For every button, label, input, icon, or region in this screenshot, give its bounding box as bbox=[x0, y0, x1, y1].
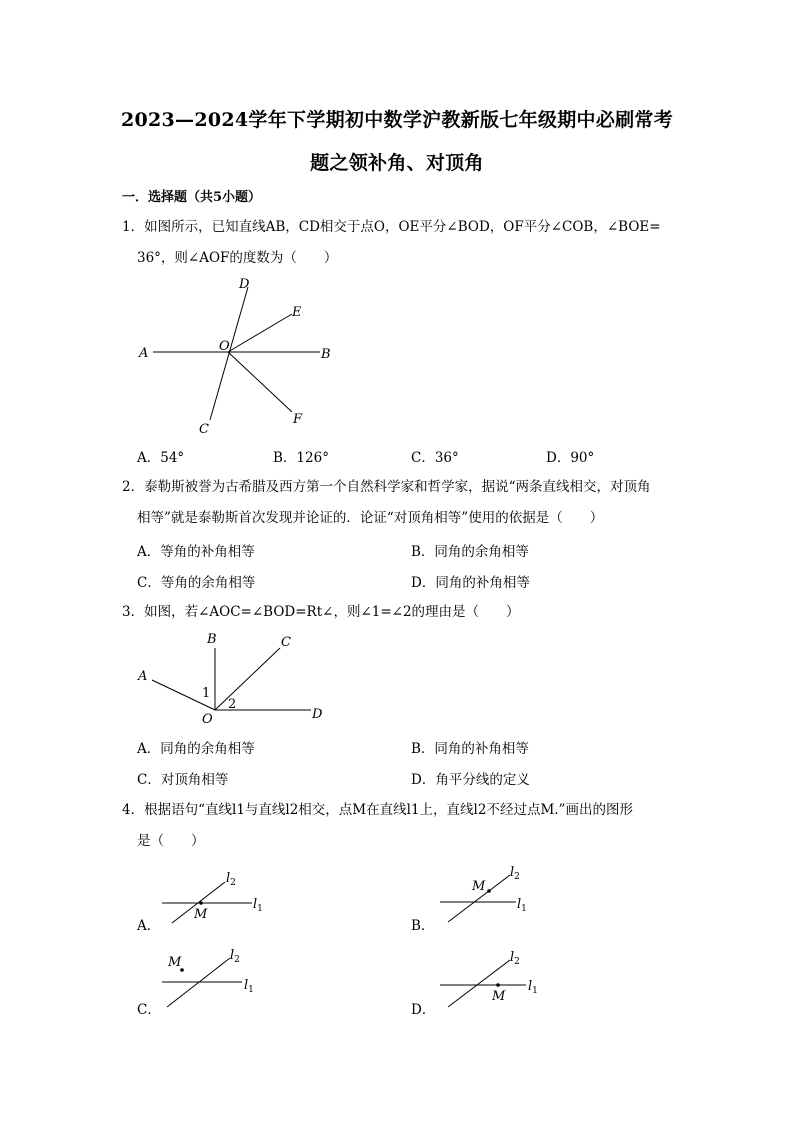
question-4-option-d[interactable]: D． bbox=[411, 1002, 436, 1018]
question-4-line2: 是（ ） bbox=[137, 833, 205, 849]
question-2-option-b[interactable]: B．同角的余角相等 bbox=[411, 544, 529, 560]
ray-of bbox=[228, 352, 292, 412]
label-b: B bbox=[321, 347, 331, 362]
label-m: M bbox=[168, 955, 182, 970]
question-2-line1 bbox=[122, 472, 677, 503]
question-2-option-a[interactable]: A．等角的补角相等 bbox=[137, 544, 255, 560]
label-angle-2: 2 bbox=[228, 697, 237, 712]
label-e: E bbox=[292, 305, 302, 320]
question-3-option-c[interactable]: C．对顶角相等 bbox=[137, 772, 229, 788]
question-4-figure-b[interactable] bbox=[430, 862, 540, 932]
question-3-number: 3． bbox=[122, 604, 145, 620]
document-title-line2: 题之领补角、对顶角 bbox=[310, 152, 484, 174]
question-4-option-c[interactable]: C． bbox=[137, 1002, 161, 1018]
question-3-line1 bbox=[122, 597, 677, 628]
label-l2: $l_2$ bbox=[510, 950, 520, 967]
question-2-option-c[interactable]: C．等角的余角相等 bbox=[137, 575, 256, 591]
label-m: M bbox=[492, 989, 506, 1004]
question-3-figure bbox=[130, 628, 340, 728]
label-m: M bbox=[472, 879, 486, 894]
question-4-figure-a[interactable] bbox=[150, 862, 280, 932]
question-1-text: 如图所示，已知直线AB，CD相交于点O，OE平分∠BOD，OF平分∠COB，∠BOE= bbox=[144, 219, 661, 235]
label-o: O bbox=[202, 712, 213, 727]
label-l1: $l_1$ bbox=[517, 897, 527, 914]
point-m bbox=[496, 983, 500, 987]
label-angle-1: 1 bbox=[202, 686, 211, 701]
question-4-text: 根据语句“直线l1与直线l2相交，点M在直线l1上，直线l2不经过点M.”画出的图形 bbox=[144, 802, 633, 818]
question-1-line1 bbox=[122, 212, 677, 243]
question-3-text: 如图，若∠AOC=∠BOD=Rt∠，则∠1=∠2的理由是（ ） bbox=[144, 604, 520, 620]
label-d: D bbox=[312, 707, 323, 722]
question-3-option-b[interactable]: B．同角的补角相等 bbox=[411, 741, 529, 757]
question-4-number: 4． bbox=[122, 802, 145, 818]
label-l2: $l_2$ bbox=[230, 948, 240, 965]
label-l1: $l_1$ bbox=[253, 897, 263, 914]
question-4-figure-d[interactable] bbox=[430, 945, 550, 1015]
label-a: A bbox=[139, 346, 149, 361]
question-1-option-b[interactable]: B．126° bbox=[273, 450, 329, 466]
document-title-line1: 2023—2024学年下学期初中数学沪教新版七年级期中必刷常考 bbox=[120, 109, 674, 131]
point-m bbox=[199, 901, 203, 905]
question-4-figure-c[interactable] bbox=[150, 945, 270, 1015]
ray-oe bbox=[228, 314, 292, 352]
label-f: F bbox=[293, 412, 303, 427]
question-2-number: 2． bbox=[122, 479, 145, 495]
question-1-option-a[interactable]: A．54° bbox=[137, 450, 185, 466]
question-4-option-a[interactable]: A． bbox=[137, 918, 161, 934]
ray-oc bbox=[215, 648, 280, 710]
label-c: C bbox=[281, 635, 291, 650]
question-4-line1 bbox=[122, 795, 677, 826]
question-2-line2: 相等”就是泰勒斯首次发现并论证的．论证“对顶角相等”使用的依据是（ ） bbox=[137, 510, 604, 526]
question-1-number: 1． bbox=[122, 219, 145, 235]
question-1-figure bbox=[130, 272, 350, 442]
label-o: O bbox=[219, 339, 230, 354]
label-d: D bbox=[239, 277, 250, 292]
label-l1: $l_1$ bbox=[244, 978, 254, 995]
point-m bbox=[487, 889, 491, 893]
question-1-option-d[interactable]: D．90° bbox=[546, 450, 595, 466]
question-1-option-c[interactable]: C．36° bbox=[411, 450, 459, 466]
label-l2: $l_2$ bbox=[510, 865, 520, 882]
label-b: B bbox=[207, 632, 217, 647]
question-3-option-d[interactable]: D．角平分线的定义 bbox=[411, 772, 530, 788]
question-1-line2: 36°，则∠AOF的度数为（ ） bbox=[137, 250, 338, 266]
label-l1: $l_1$ bbox=[528, 979, 538, 996]
label-a: A bbox=[138, 669, 148, 684]
label-l2: $l_2$ bbox=[226, 871, 236, 888]
question-3-option-a[interactable]: A．同角的余角相等 bbox=[137, 741, 255, 757]
label-c: C bbox=[199, 422, 209, 437]
question-4-option-b[interactable]: B． bbox=[411, 918, 435, 934]
label-m: M bbox=[194, 907, 208, 922]
question-2-option-d[interactable]: D．同角的补角相等 bbox=[411, 575, 530, 591]
question-2-text: 泰勒斯被誉为古希腊及西方第一个自然科学家和哲学家，据说“两条直线相交，对顶角 bbox=[144, 479, 651, 495]
section-heading: 一．选择题（共5小题） bbox=[122, 190, 262, 205]
